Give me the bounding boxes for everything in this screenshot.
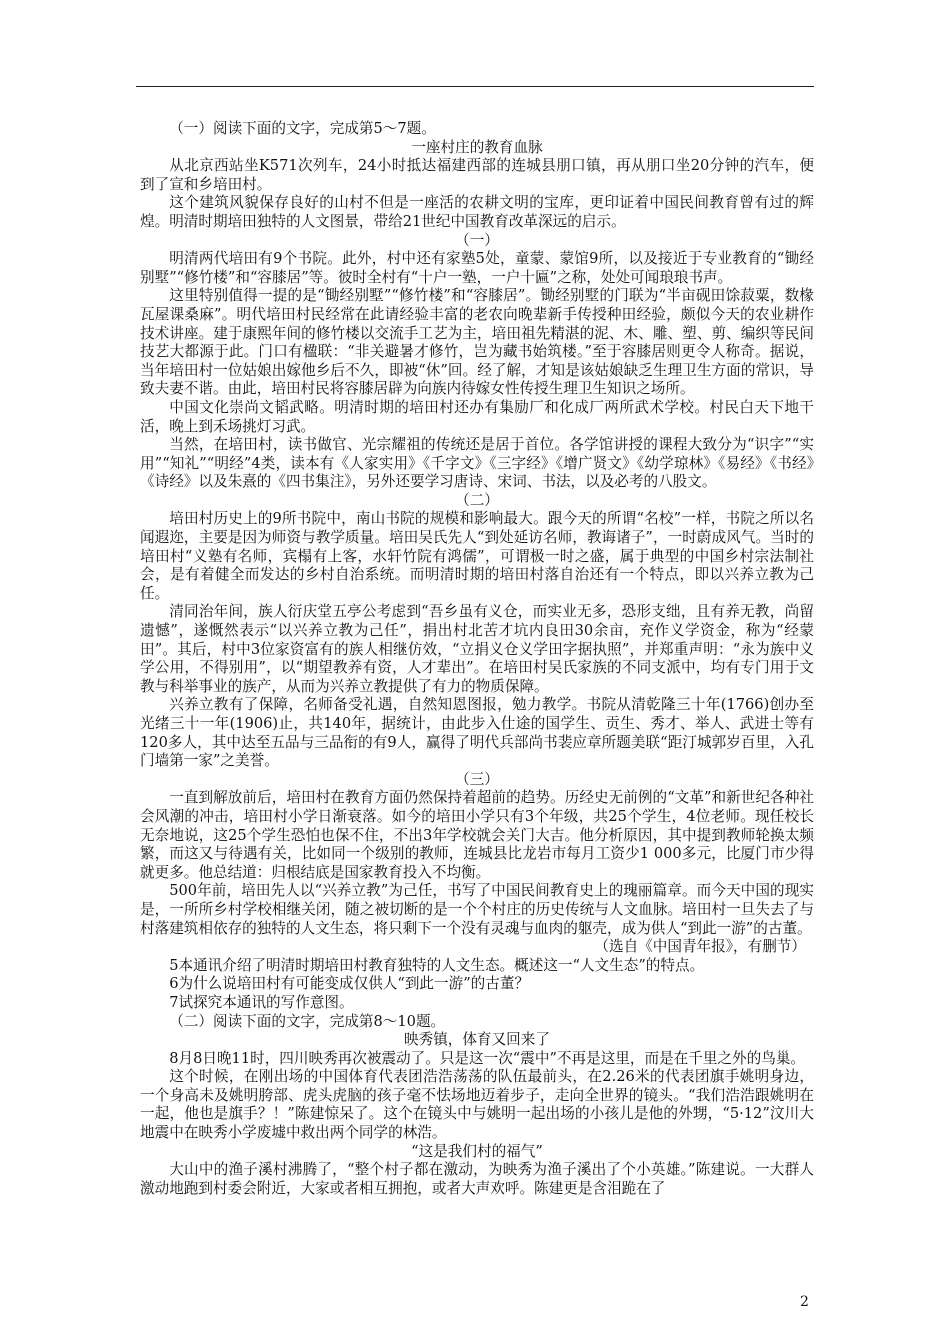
passage2-title: 映秀镇，体育又回来了 [404,1031,550,1049]
passage2-intro: （二）阅读下面的文字，完成第8～10题。 [169,1012,446,1030]
passage1-title: 一座村庄的教育血脉 [411,138,543,156]
paragraph: 8月8日晚11时，四川映秀再次被震动了。只是这一次“震中”不再是这里，而是在千里之外的鸟巢。 [169,1049,806,1067]
page-number: 2 [800,1294,809,1310]
question-5: 5本通讯介绍了明清时期培田村教育独特的人文生态。概述这一“人文生态”的特点。 [169,956,705,974]
header-rule [136,86,814,87]
section-heading-3: （三） [455,770,499,788]
paragraph: 一直到解放前后，培田村在教育方面仍然保持着超前的趋势。历经史无前例的“文革”和新世纪各种社会风潮的冲击，培田村小学日渐衰落。如今的培田小学只有3个年级，共25个学生，4位老师。现任校长无奈地说，这25个学生恐怕也保不住，不出3年学校就会关门大吉。他分析原因，其中提到教师轮换太频繁，而这又与待遇有关，比如同一个级别的教师，连城县比龙岩市每月工资少1 000多元，比厦门市少得就更多。他总结道：归根结底是国家教育投入不均衡。 [140,789,814,881]
passage2-subheading: “这是我们村的福气” [411,1142,543,1160]
paragraph: 兴养立教有了保障，名师备受礼遇，自然知恩图报，勉力教学。书院从清乾隆三十年(1766)创办至光绪三十一年(1906)止，共140年，据统计，由此步入仕途的国学生、贡生、秀才、举人、武进士等有120多人，其中达至五品与三品衔的有9人，赢得了明代兵部尚书裴应章所题美联“距汀城郭岁百里，入孔门墙第一家”之美誉。 [140,696,814,770]
paragraph: 大山中的渔子溪村沸腾了，“整个村子都在激动，为映秀为渔子溪出了个小英雄。”陈建说。一大群人激动地跑到村委会附近，大家或者相互拥抱，或者大声欢呼。陈建更是含泪跪在了 [140,1161,814,1197]
paragraph: 清同治年间，族人衍庆堂五亭公考虑到“吾乡虽有义仓，而实业无多，恐形支绌，且有养无教，尚留遗憾”，遂慨然表示“以兴养立教为己任”，捐出村北苦才坑内良田30余亩，充作义学资金，称为“经蒙田”。其后，村中3位家资富有的族人相继仿效，“立捐义仓义学田字据执照”，并郑重声明：“永为族中义学公用，不得别用”，以“期望教养有资，人才辈出”。在培田村吴氏家族的不同支派中，均有专门用于文教与科举事业的族产，从而为兴养立教提供了有力的物质保障。 [140,603,814,695]
question-6: 6为什么说培田村有可能变成仅供人“到此一游”的古董？ [169,975,530,993]
section-heading-2: （二） [455,491,499,509]
paragraph: 当然，在培田村，读书做官、光宗耀祖的传统还是居于首位。各学馆讲授的课程大致分为“识字”“实用”“知礼”“明经”4类，读本有《人家实用》《千字文》《三字经》《增广贤文》《幼学琼林》《易经》《书经》《诗经》以及朱熹的《四书集注》，另外还要学习唐诗、宋词、书法，以及必考的八股文。 [140,436,814,491]
paragraph: 从北京西站坐K571次列车，24小时抵达福建西部的连城县朋口镇，再从朋口坐20分钟的汽车，便到了宣和乡培田村。 [140,157,814,193]
paragraph: 培田村历史上的9所书院中，南山书院的规模和影响最大。跟今天的所谓“名校”一样，书院之所以名闻遐迩，主要是因为师资与教学质量。培田吴氏先人“到处延访名师，教诲诸子”，一时蔚成风气。当时的培田村“义塾有名师，宾榻有上客，水轩竹院有鸿儒”，可谓极一时之盛，属于典型的中国乡村宗法制社会，是有着健全而发达的乡村自治系统。而明清时期的培田村落自治还有一个特点，即以兴养立教为己任。 [140,510,814,602]
passage1-intro: （一）阅读下面的文字，完成第5～7题。 [169,120,436,137]
section-heading-1: （一） [455,231,499,249]
source-note: （选自《中国青年报》，有删节） [594,938,806,956]
paragraph: 这个时候，在刚出场的中国体育代表团浩浩荡荡的队伍最前头，在2.26米的代表团旗手姚明身边，一个身高未及姚明胯部、虎头虎脑的孩子毫不怯场地迈着步子，走向全世界的镜头。“我们浩浩跟姚明在一起，他也是旗手？！”陈建惊呆了。这个在镜头中与姚明一起出场的小孩儿是他的外甥，“5·12”汶川大地震中在映秀小学废墟中救出两个同学的林浩。 [140,1068,814,1142]
paragraph: 500年前，培田先人以“兴养立教”为己任，书写了中国民间教育史上的瑰丽篇章。而今天中国的现实是，一所所乡村学校相继关闭，随之被切断的是一个个村庄的历史传统与人文血脉。培田村一旦失去了与村落建筑相依存的独特的人文生态，将只剩下一个没有灵魂与血肉的躯壳，成为供人“到此一游”的古董。 [140,882,814,937]
paragraph: 这里特别值得一提的是“锄经别墅”“修竹楼”和“容膝居”。锄经别墅的门联为“半亩砚田馀菽粟，数椽瓦屋课桑麻”。明代培田村民经常在此请经验丰富的老农向晚辈新手传授种田经验，颇似今天的农业耕作技术讲座。建于康熙年间的修竹楼以交流手工艺为主，培田祖先精湛的泥、木、雕、塑、剪、编织等民间技艺大都源于此。门口有楹联：“非关避暑才修竹，岂为藏书始筑楼。”至于容膝居则更令人称奇。据说，当年培田村一位姑娘出嫁他乡后不久，即被“休”回。经了解，才知是该姑娘缺乏生理卫生方面的常识，导致夫妻不谐。由此，培田村民将容膝居辟为向族内待嫁女性传授生理卫生知识之场所。 [140,287,814,398]
paragraph: 中国文化崇尚文韬武略。明清时期的培田村还办有集励厂和化成厂两所武术学校。村民白天下地干活，晚上到禾场挑灯习武。 [140,398,814,435]
question-7: 7试探究本通讯的写作意图。 [169,993,354,1011]
document-body [140,120,814,1198]
paragraph: 这个建筑风貌保存良好的山村不但是一座活的农耕文明的宝库，更印证着中国民间教育曾有过的辉煌。明清时期培田独特的人文图景，带给21世纪中国教育改革深远的启示。 [140,194,814,230]
paragraph: 明清两代培田有9个书院。此外，村中还有家塾5处，童蒙、蒙馆9所，以及接近于专业教育的“锄经别墅”“修竹楼”和“容膝居”等。彼时全村有“十户一塾，一户十匾”之称，处处可闻琅琅书声。 [140,250,814,286]
